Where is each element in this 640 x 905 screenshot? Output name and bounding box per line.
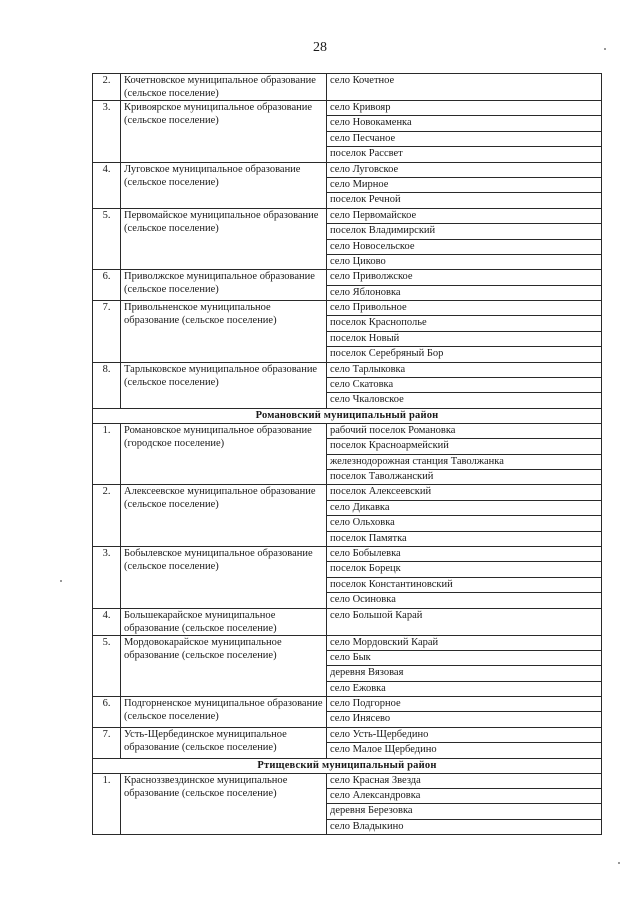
formation-name: Тарлыковское муниципальное образование (сельское поселение) [121, 362, 327, 408]
settlement-name: село Красная Звезда [327, 773, 602, 788]
formation-number: 6. [93, 697, 121, 728]
settlement-name: поселок Константиновский [327, 577, 602, 592]
formation-number: 1. [93, 423, 121, 485]
settlement-name: село Привольное [327, 301, 602, 316]
settlement-name: село Первомайское [327, 208, 602, 223]
settlement-name: село Циково [327, 254, 602, 269]
settlement-name: поселок Памятка [327, 531, 602, 546]
formation-number: 4. [93, 608, 121, 635]
settlement-name: село Новосельское [327, 239, 602, 254]
formation-number: 4. [93, 162, 121, 208]
settlement-name: село Владыкино [327, 819, 602, 834]
formation-number: 7. [93, 727, 121, 758]
page-number: 28 [313, 40, 327, 55]
settlement-name: село Тарлыковка [327, 362, 602, 377]
settlement-name: село Большой Карай [327, 608, 602, 635]
table-row [93, 773, 602, 788]
settlement-name: село Кочетное [327, 74, 602, 101]
table-row [93, 485, 602, 500]
settlement-name: поселок Красноармейский [327, 439, 602, 454]
formation-name: Бобылевское муниципальное образование (сельское поселение) [121, 546, 327, 608]
settlement-name: село Дикавка [327, 500, 602, 515]
formation-number: 5. [93, 208, 121, 270]
formation-number: 2. [93, 74, 121, 101]
table-row [93, 301, 602, 316]
table-row [93, 362, 602, 377]
table-row [93, 608, 602, 635]
settlement-name: село Бык [327, 650, 602, 665]
settlement-name: село Мирное [327, 177, 602, 192]
formation-number: 7. [93, 301, 121, 363]
settlement-name: село Песчаное [327, 131, 602, 146]
settlement-name: поселок Речной [327, 193, 602, 208]
formation-number: 8. [93, 362, 121, 408]
settlement-name: железнодорожная станция Таволжанка [327, 454, 602, 469]
formation-number: 5. [93, 635, 121, 697]
formation-name: Луговское муниципальное образование (сельское поселение) [121, 162, 327, 208]
formation-name: Первомайское муниципальное образование (сельское поселение) [121, 208, 327, 270]
settlements-table [92, 73, 602, 835]
settlement-name: рабочий поселок Романовка [327, 423, 602, 438]
table-row [93, 270, 602, 285]
table-row [93, 101, 602, 116]
table-row [93, 697, 602, 712]
scan-speck [60, 580, 62, 582]
settlement-name: село Александровка [327, 789, 602, 804]
district-title: Романовский муниципальный район [93, 408, 602, 423]
formation-number: 1. [93, 773, 121, 835]
district-header-row [93, 758, 602, 773]
settlement-name: деревня Березовка [327, 804, 602, 819]
settlement-name: село Скатовка [327, 378, 602, 393]
settlement-name: село Инясево [327, 712, 602, 727]
settlement-name: поселок Новый [327, 331, 602, 346]
formation-name: Подгорненское муниципальное образование (сельское поселение) [121, 697, 327, 728]
formation-number: 3. [93, 101, 121, 163]
settlement-name: село Ежовка [327, 681, 602, 696]
settlement-name: село Кривояр [327, 101, 602, 116]
formation-name: Красноззвездинское муниципальное образование (сельское поселение) [121, 773, 327, 835]
table-row [93, 635, 602, 650]
settlement-name: поселок Владимирский [327, 224, 602, 239]
table-row [93, 162, 602, 177]
settlement-name: поселок Рассвет [327, 147, 602, 162]
settlement-name: село Луговское [327, 162, 602, 177]
settlement-name: село Бобылевка [327, 546, 602, 561]
district-header-row [93, 408, 602, 423]
formation-name: Привольненское муниципальное образование (сельское поселение) [121, 301, 327, 363]
district-title: Ртищевский муниципальный район [93, 758, 602, 773]
table-row [93, 74, 602, 101]
settlement-name: деревня Вязовая [327, 666, 602, 681]
table-row [93, 546, 602, 561]
settlement-name: поселок Алексеевский [327, 485, 602, 500]
formation-name: Мордовокарайское муниципальное образование (сельское поселение) [121, 635, 327, 697]
table-row [93, 423, 602, 438]
settlement-name: село Ольховка [327, 516, 602, 531]
formation-number: 2. [93, 485, 121, 547]
formation-name: Приволжское муниципальное образование (сельское поселение) [121, 270, 327, 301]
formation-name: Большекарайское муниципальное образование (сельское поселение) [121, 608, 327, 635]
formation-name: Кочетновское муниципальное образование (сельское поселение) [121, 74, 327, 101]
settlement-name: село Яблоновка [327, 285, 602, 300]
scan-speck [604, 48, 606, 50]
formation-name: Алексеевское муниципальное образование (сельское поселение) [121, 485, 327, 547]
table-row [93, 208, 602, 223]
table-row [93, 727, 602, 742]
formation-name: Усть-Щербединское муниципальное образование (сельское поселение) [121, 727, 327, 758]
settlement-name: поселок Борецк [327, 562, 602, 577]
settlement-name: село Мордовский Карай [327, 635, 602, 650]
formation-number: 6. [93, 270, 121, 301]
settlement-name: село Чкаловское [327, 393, 602, 408]
settlement-name: село Приволжское [327, 270, 602, 285]
formation-name: Кривоярское муниципальное образование (сельское поселение) [121, 101, 327, 163]
formation-number: 3. [93, 546, 121, 608]
formation-name: Романовское муниципальное образование (городское поселение) [121, 423, 327, 485]
settlement-name: поселок Таволжанский [327, 469, 602, 484]
settlement-name: поселок Серебряный Бор [327, 347, 602, 362]
scan-speck [618, 862, 620, 864]
settlement-name: село Осиновка [327, 593, 602, 608]
settlement-name: село Малое Щербедино [327, 743, 602, 758]
settlement-name: село Подгорное [327, 697, 602, 712]
settlement-name: село Усть-Щербедино [327, 727, 602, 742]
settlement-name: поселок Краснополье [327, 316, 602, 331]
settlement-name: село Новокаменка [327, 116, 602, 131]
table-body [93, 74, 602, 835]
